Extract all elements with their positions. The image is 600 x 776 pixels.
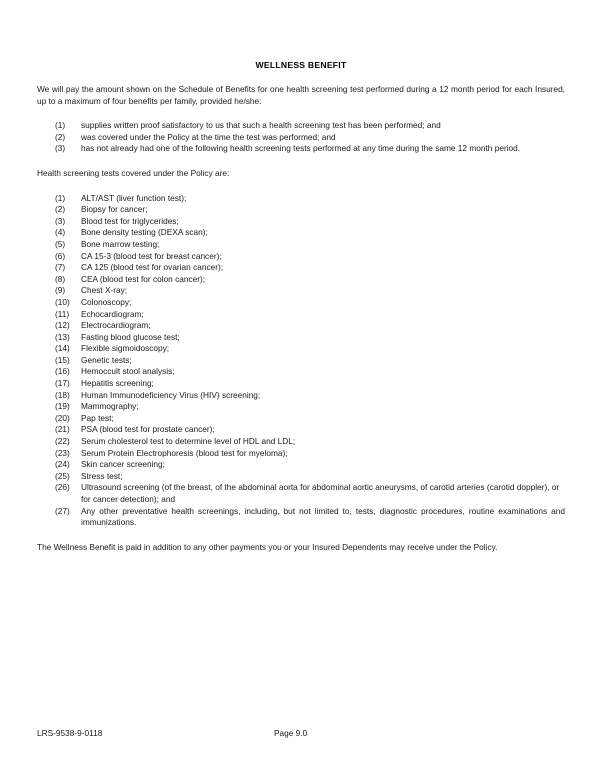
list-item-text: PSA (blood test for prostate cancer); xyxy=(81,424,215,435)
list-item xyxy=(37,262,565,274)
list-item-text: Colonoscopy; xyxy=(81,296,132,307)
list-item-text: Echocardiogram; xyxy=(81,308,144,319)
list-item-number: (5) xyxy=(55,238,66,249)
list-item xyxy=(37,309,565,321)
list-item-number: (6) xyxy=(55,250,66,261)
list-item xyxy=(37,120,565,132)
list-item xyxy=(37,251,565,263)
list-item xyxy=(37,216,565,228)
list-item-text: CA 15-3 (blood test for breast cancer); xyxy=(81,250,222,261)
list-item-number: (20) xyxy=(55,412,70,423)
list-item xyxy=(37,227,565,239)
list-item-number: (16) xyxy=(55,366,70,377)
list-item-number: (4) xyxy=(55,227,66,238)
list-item-text: Mammography; xyxy=(81,401,139,412)
list-item-number: (23) xyxy=(55,447,70,458)
list-item-number: (22) xyxy=(55,436,70,447)
list-item xyxy=(37,448,565,460)
list-item-text: Genetic tests; xyxy=(81,354,132,365)
list-item-text: Pap test; xyxy=(81,412,114,423)
list-item xyxy=(37,459,565,471)
list-item-number: (13) xyxy=(55,331,70,342)
list-item-number: (19) xyxy=(55,401,70,412)
conditions-list xyxy=(37,120,565,155)
list-item-number: (21) xyxy=(55,424,70,435)
list-item xyxy=(37,424,565,436)
list-item-number: (11) xyxy=(55,308,70,319)
list-item xyxy=(37,390,565,402)
list-item-text: has not already had one of the following health screening tests performed at any time during the same 12 month period. xyxy=(81,143,521,154)
list-item-text: CA 125 (blood test for ovarian cancer); xyxy=(81,262,224,273)
list-item-number: (1) xyxy=(55,120,66,131)
list-item-number: (12) xyxy=(55,320,70,331)
list-item-text: Blood test for triglycerides; xyxy=(81,215,179,226)
list-item-text: Any other preventative health screenings, including, but not limited to, tests, diagnostic procedures, routine examinations and immunizations. xyxy=(81,505,565,528)
list-item xyxy=(37,320,565,332)
list-item xyxy=(37,285,565,297)
list-item-text: Bone marrow testing; xyxy=(81,238,160,249)
list-item-text: CEA (blood test for colon cancer); xyxy=(81,273,206,284)
list-item xyxy=(37,332,565,344)
list-item xyxy=(37,239,565,251)
page-title: WELLNESS BENEFIT xyxy=(255,60,347,70)
list-item-number: (18) xyxy=(55,389,70,400)
list-item-text: Fasting blood glucose test; xyxy=(81,331,180,342)
list-item-number: (14) xyxy=(55,343,70,354)
closing-paragraph: The Wellness Benefit is paid in addition to any other payments you or your Insured Dependents may receive under the Policy. xyxy=(37,541,498,552)
list-item xyxy=(37,506,565,529)
list-item-number: (27) xyxy=(55,505,70,516)
list-item-text: Skin cancer screening; xyxy=(81,459,165,470)
list-item xyxy=(37,343,565,355)
list-item-text: Bone density testing (DEXA scan); xyxy=(81,227,208,238)
list-item-text: Serum cholesterol test to determine level of HDL and LDL; xyxy=(81,436,296,447)
list-item-number: (25) xyxy=(55,470,70,481)
list-item-number: (24) xyxy=(55,459,70,470)
list-item xyxy=(37,366,565,378)
list-item-text: Hemoccult stool analysis; xyxy=(81,366,175,377)
list-item-number: (15) xyxy=(55,354,70,365)
list-item-text: supplies written proof satisfactory to us that such a health screening test has been performed; and xyxy=(81,120,441,131)
list-item xyxy=(37,482,565,505)
list-item-number: (7) xyxy=(55,262,66,273)
list-item-number: (17) xyxy=(55,378,70,389)
list-item xyxy=(37,471,565,483)
list-item-number: (1) xyxy=(55,192,66,203)
list-item-text: Flexible sigmoidoscopy; xyxy=(81,343,170,354)
covered-tests-list xyxy=(37,193,565,529)
list-item-number: (2) xyxy=(55,204,66,215)
page-number: Page 9.0 xyxy=(274,728,308,738)
list-item xyxy=(37,143,565,155)
list-item xyxy=(37,436,565,448)
list-item-text: Hepatitis screening; xyxy=(81,378,154,389)
list-item-text: ALT/AST (liver function test); xyxy=(81,192,187,203)
intro-paragraph: We will pay the amount shown on the Schedule of Benefits for one health screening test performed during a 12 month period for each Insured, up to a maximum of four benefits per family, provided he/she: xyxy=(37,84,565,106)
list-item-text: Electrocardiogram; xyxy=(81,320,151,331)
list-item xyxy=(37,355,565,367)
list-item-number: (26) xyxy=(55,482,70,493)
list-item xyxy=(37,378,565,390)
list-item-text: Ultrasound screening (of the breast, of the abdominal aorta for abdominal aortic aneurysms, of carotid arteries (carotid doppler), or for cancer detection); and xyxy=(81,482,560,504)
list-item-text: Chest X-ray; xyxy=(81,285,128,296)
list-item xyxy=(37,193,565,205)
list-item xyxy=(37,132,565,144)
list-item-number: (3) xyxy=(55,143,66,154)
list-item-text: Biopsy for cancer; xyxy=(81,204,148,215)
list-item-text: Stress test; xyxy=(81,470,123,481)
list-item-text: Serum Protein Electrophoresis (blood test for myeloma); xyxy=(81,447,288,458)
list-item-number: (3) xyxy=(55,215,66,226)
list-item xyxy=(37,413,565,425)
document-body xyxy=(37,60,565,566)
list-item-number: (8) xyxy=(55,273,66,284)
list-item-number: (2) xyxy=(55,131,66,142)
list-item-number: (9) xyxy=(55,285,66,296)
list-item xyxy=(37,401,565,413)
list-item xyxy=(37,274,565,286)
form-code: LRS-9538-9-0118 xyxy=(37,728,103,738)
list-item xyxy=(37,204,565,216)
tests-lead-in: Health screening tests covered under the Policy are: xyxy=(37,167,230,178)
list-item-text: was covered under the Policy at the time the test was performed; and xyxy=(81,131,336,142)
list-item xyxy=(37,297,565,309)
list-item-number: (10) xyxy=(55,296,70,307)
list-item-text: Human Immunodeficiency Virus (HIV) screening; xyxy=(81,389,261,400)
